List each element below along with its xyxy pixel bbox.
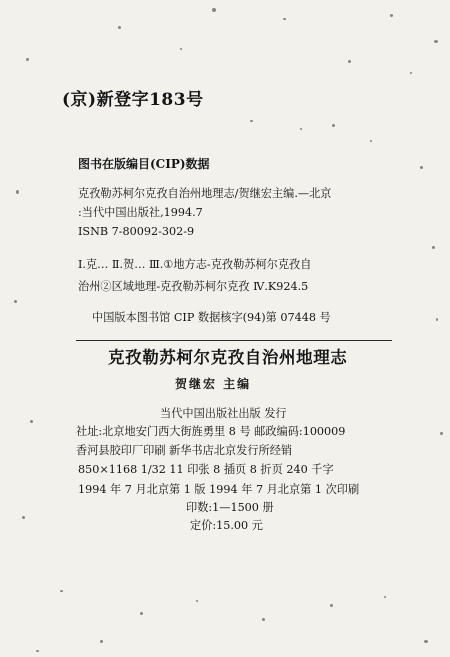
- scan-speck: [16, 190, 19, 194]
- cip-line-1: 克孜勒苏柯尔克孜自治州地理志/贺继宏主编.—北京: [78, 187, 332, 200]
- scan-speck: [424, 640, 428, 643]
- scan-speck: [384, 596, 386, 598]
- scan-speck: [283, 18, 286, 20]
- divider-line: [76, 340, 392, 341]
- scan-speck: [100, 640, 103, 643]
- scan-speck: [26, 58, 29, 61]
- scan-speck: [370, 140, 372, 142]
- registration-number: (京)新登字183号: [62, 90, 204, 110]
- scan-speck: [436, 318, 438, 321]
- cip-line-4: Ⅰ.克… Ⅱ.贺… Ⅲ.①地方志-克孜勒苏柯尔克孜自: [78, 258, 312, 271]
- scan-speck: [180, 48, 182, 50]
- scan-speck: [22, 516, 25, 519]
- cip-heading: 图书在版编目(CIP)数据: [78, 157, 210, 171]
- scan-speck: [332, 124, 335, 127]
- scan-speck: [348, 60, 351, 63]
- book-title: 克孜勒苏柯尔克孜自治州地理志: [108, 348, 348, 367]
- publisher-line: 当代中国出版社出版 发行: [160, 407, 287, 420]
- scan-speck: [212, 8, 216, 12]
- scan-speck: [330, 604, 333, 607]
- author-line: 贺继宏 主编: [175, 377, 252, 391]
- scan-speck: [390, 14, 393, 17]
- format-line: 850×1168 1/32 11 印张 8 插页 8 折页 240 千字: [78, 463, 334, 476]
- cip-line-2: :当代中国出版社,1994.7: [78, 206, 203, 219]
- scan-speck: [196, 600, 198, 602]
- scan-speck: [440, 432, 443, 435]
- scan-speck: [36, 650, 39, 652]
- address-line: 社址:北京地安门西大街旌勇里 8 号 邮政编码:100009: [76, 425, 346, 438]
- edition-line: 1994 年 7 月北京第 1 版 1994 年 7 月北京第 1 次印刷: [78, 483, 360, 496]
- printer-line: 香河县胶印厂印刷 新华书店北京发行所经销: [76, 444, 293, 457]
- scan-speck: [14, 300, 17, 303]
- scan-speck: [432, 246, 435, 249]
- scan-speck: [250, 120, 253, 122]
- scan-speck: [30, 420, 33, 423]
- scan-speck: [434, 40, 438, 43]
- scan-speck: [60, 590, 63, 592]
- scan-speck: [420, 166, 423, 169]
- price-line: 定价:15.00 元: [190, 519, 263, 532]
- scan-speck: [118, 26, 121, 29]
- cip-line-6: 中国版本图书馆 CIP 数据核字(94)第 07448 号: [92, 311, 331, 324]
- cip-line-3: ISNB 7-80092-302-9: [78, 225, 195, 238]
- print-run-line: 印数:1—1500 册: [186, 501, 274, 514]
- cip-line-5: 治州②区域地理-克孜勒苏柯尔克孜 Ⅳ.K924.5: [78, 280, 309, 293]
- scan-speck: [300, 128, 302, 130]
- scan-speck: [140, 612, 143, 615]
- scan-speck: [410, 72, 412, 74]
- scan-speck: [262, 618, 265, 621]
